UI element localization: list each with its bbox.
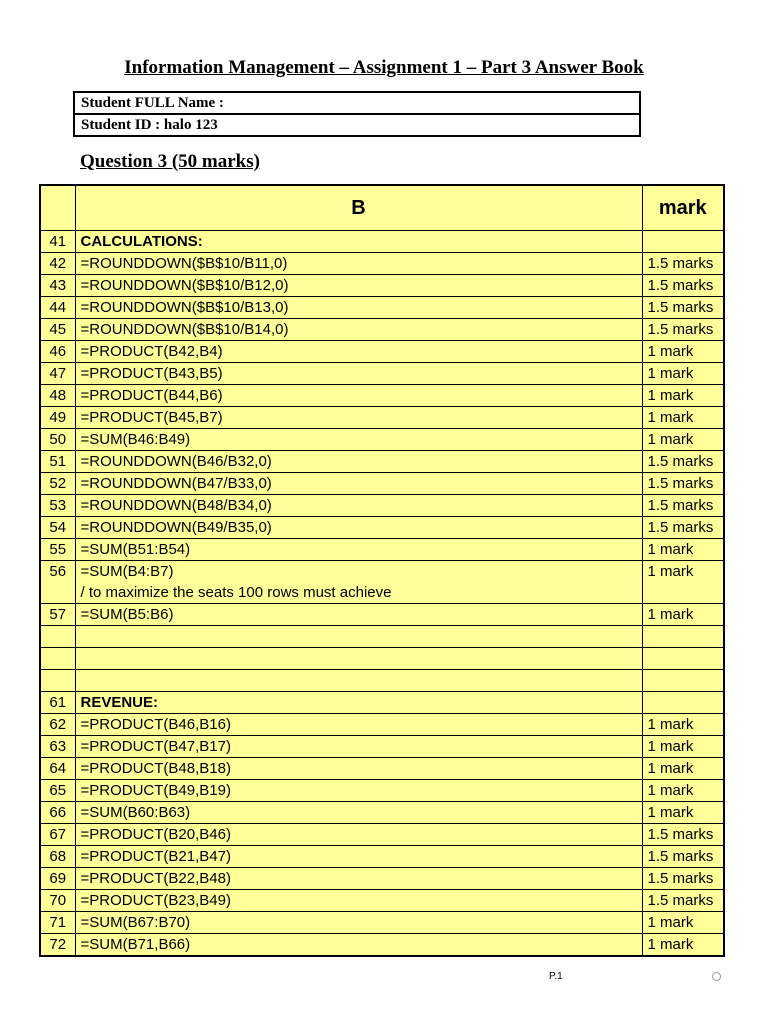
table-row — [40, 802, 724, 824]
table-row — [40, 385, 724, 407]
formula-cell: =ROUNDDOWN($B$10/B14,0) — [75, 319, 642, 341]
formula-cell: =SUM(B46:B49) — [75, 429, 642, 451]
formula-cell: =ROUNDDOWN($B$10/B11,0) — [75, 253, 642, 275]
table-row — [40, 890, 724, 912]
row-number — [40, 626, 75, 648]
table-row — [40, 495, 724, 517]
formula-cell — [75, 626, 642, 648]
header-column-b: B — [75, 185, 642, 231]
mark-cell: 1 mark — [642, 385, 724, 407]
mark-cell: 1 mark — [642, 429, 724, 451]
mark-cell — [642, 626, 724, 648]
formula-cell: CALCULATIONS: — [75, 231, 642, 253]
mark-cell: 1.5 marks — [642, 890, 724, 912]
mark-cell: 1 mark — [642, 714, 724, 736]
row-number: 50 — [40, 429, 75, 451]
row-number: 67 — [40, 824, 75, 846]
table-row — [40, 275, 724, 297]
row-number: 63 — [40, 736, 75, 758]
table-row — [40, 407, 724, 429]
student-name-field: Student FULL Name : — [74, 92, 640, 114]
table-row — [40, 692, 724, 714]
row-number: 45 — [40, 319, 75, 341]
document-title: Information Management – Assignment 1 – Part 3 Answer Book — [124, 57, 644, 78]
formula-cell: =ROUNDDOWN(B48/B34,0) — [75, 495, 642, 517]
table-row — [40, 912, 724, 934]
mark-cell — [642, 648, 724, 670]
formula-cell: =SUM(B67:B70) — [75, 912, 642, 934]
formula-cell: =PRODUCT(B44,B6) — [75, 385, 642, 407]
formula-cell: =PRODUCT(B47,B17) — [75, 736, 642, 758]
mark-cell: 1 mark — [642, 604, 724, 626]
row-number: 68 — [40, 846, 75, 868]
mark-cell: 1.5 marks — [642, 846, 724, 868]
formula-cell: =PRODUCT(B22,B48) — [75, 868, 642, 890]
table-row — [40, 736, 724, 758]
formula-cell: =ROUNDDOWN($B$10/B13,0) — [75, 297, 642, 319]
formula-cell: =SUM(B5:B6) — [75, 604, 642, 626]
formula-cell: =ROUNDDOWN($B$10/B12,0) — [75, 275, 642, 297]
table-row — [40, 539, 724, 561]
row-number: 72 — [40, 934, 75, 957]
mark-cell — [642, 692, 724, 714]
mark-cell: 1.5 marks — [642, 253, 724, 275]
mark-cell: 1.5 marks — [642, 275, 724, 297]
mark-cell: 1.5 marks — [642, 517, 724, 539]
table-row — [40, 670, 724, 692]
formula-note: / to maximize the seats 100 rows must achieve — [80, 584, 392, 601]
row-number: 61 — [40, 692, 75, 714]
mark-cell — [642, 231, 724, 253]
formula-cell: =SUM(B71,B66) — [75, 934, 642, 957]
formula-cell: REVENUE: — [75, 692, 642, 714]
row-number: 71 — [40, 912, 75, 934]
row-number: 57 — [40, 604, 75, 626]
row-number: 54 — [40, 517, 75, 539]
formula-cell: =ROUNDDOWN(B49/B35,0) — [75, 517, 642, 539]
table-row — [40, 451, 724, 473]
formula-cell: =PRODUCT(B48,B18) — [75, 758, 642, 780]
row-number: 52 — [40, 473, 75, 495]
formula-cell: =ROUNDDOWN(B47/B33,0) — [75, 473, 642, 495]
question-heading: Question 3 (50 marks) — [80, 151, 260, 172]
row-number: 44 — [40, 297, 75, 319]
row-number: 70 — [40, 890, 75, 912]
row-number — [40, 648, 75, 670]
table-row — [40, 473, 724, 495]
mark-cell: 1 mark — [642, 912, 724, 934]
mark-cell: 1 mark — [642, 561, 724, 604]
formula-cell: =PRODUCT(B45,B7) — [75, 407, 642, 429]
row-number: 69 — [40, 868, 75, 890]
mark-cell: 1.5 marks — [642, 473, 724, 495]
formula-cell — [75, 561, 642, 604]
mark-cell: 1 mark — [642, 736, 724, 758]
row-number: 65 — [40, 780, 75, 802]
row-number — [40, 670, 75, 692]
row-number: 47 — [40, 363, 75, 385]
table-row — [40, 714, 724, 736]
mark-cell: 1 mark — [642, 802, 724, 824]
mark-cell: 1.5 marks — [642, 824, 724, 846]
mark-cell: 1.5 marks — [642, 319, 724, 341]
table-row — [40, 648, 724, 670]
formula-cell — [75, 670, 642, 692]
header-row-number — [40, 185, 75, 231]
mark-cell: 1 mark — [642, 407, 724, 429]
formula-cell — [75, 648, 642, 670]
mark-cell: 1 mark — [642, 539, 724, 561]
table-row — [40, 780, 724, 802]
mark-cell: 1.5 marks — [642, 451, 724, 473]
row-number: 42 — [40, 253, 75, 275]
table-row — [40, 429, 724, 451]
mark-cell: 1 mark — [642, 341, 724, 363]
table-row — [40, 363, 724, 385]
formula-cell: =PRODUCT(B23,B49) — [75, 890, 642, 912]
row-number: 64 — [40, 758, 75, 780]
table-row — [40, 868, 724, 890]
circle-icon — [712, 972, 721, 981]
mark-cell: 1 mark — [642, 758, 724, 780]
row-number: 56 — [40, 561, 75, 604]
mark-cell: 1.5 marks — [642, 495, 724, 517]
mark-cell: 1 mark — [642, 934, 724, 957]
formula-cell: =PRODUCT(B46,B16) — [75, 714, 642, 736]
formula-cell: =PRODUCT(B43,B5) — [75, 363, 642, 385]
table-row — [40, 341, 724, 363]
page-number: P.1 — [549, 971, 563, 982]
student-info-box — [73, 91, 641, 137]
table-row — [40, 626, 724, 648]
table-row — [40, 297, 724, 319]
formula-cell: =ROUNDDOWN(B46/B32,0) — [75, 451, 642, 473]
answer-table — [39, 184, 725, 957]
formula-cell: =PRODUCT(B21,B47) — [75, 846, 642, 868]
table-row — [40, 517, 724, 539]
formula-cell: =SUM(B60:B63) — [75, 802, 642, 824]
row-number: 41 — [40, 231, 75, 253]
row-number: 43 — [40, 275, 75, 297]
row-number: 62 — [40, 714, 75, 736]
table-row — [40, 253, 724, 275]
formula-text: =SUM(B4:B7) — [80, 563, 174, 580]
header-column-mark: mark — [642, 185, 724, 231]
formula-cell: =PRODUCT(B49,B19) — [75, 780, 642, 802]
table-row — [40, 604, 724, 626]
row-number: 49 — [40, 407, 75, 429]
table-row — [40, 561, 724, 604]
formula-cell: =SUM(B51:B54) — [75, 539, 642, 561]
table-row — [40, 758, 724, 780]
formula-cell: =PRODUCT(B20,B46) — [75, 824, 642, 846]
mark-cell: 1 mark — [642, 780, 724, 802]
mark-cell — [642, 670, 724, 692]
table-row — [40, 319, 724, 341]
formula-cell: =PRODUCT(B42,B4) — [75, 341, 642, 363]
row-number: 53 — [40, 495, 75, 517]
table-row — [40, 846, 724, 868]
table-row — [40, 231, 724, 253]
row-number: 46 — [40, 341, 75, 363]
mark-cell: 1.5 marks — [642, 868, 724, 890]
row-number: 66 — [40, 802, 75, 824]
row-number: 51 — [40, 451, 75, 473]
student-id-field: Student ID : halo 123 — [74, 114, 640, 136]
row-number: 48 — [40, 385, 75, 407]
table-row — [40, 824, 724, 846]
mark-cell: 1.5 marks — [642, 297, 724, 319]
table-header-row — [40, 185, 724, 231]
mark-cell: 1 mark — [642, 363, 724, 385]
row-number: 55 — [40, 539, 75, 561]
table-row — [40, 934, 724, 957]
